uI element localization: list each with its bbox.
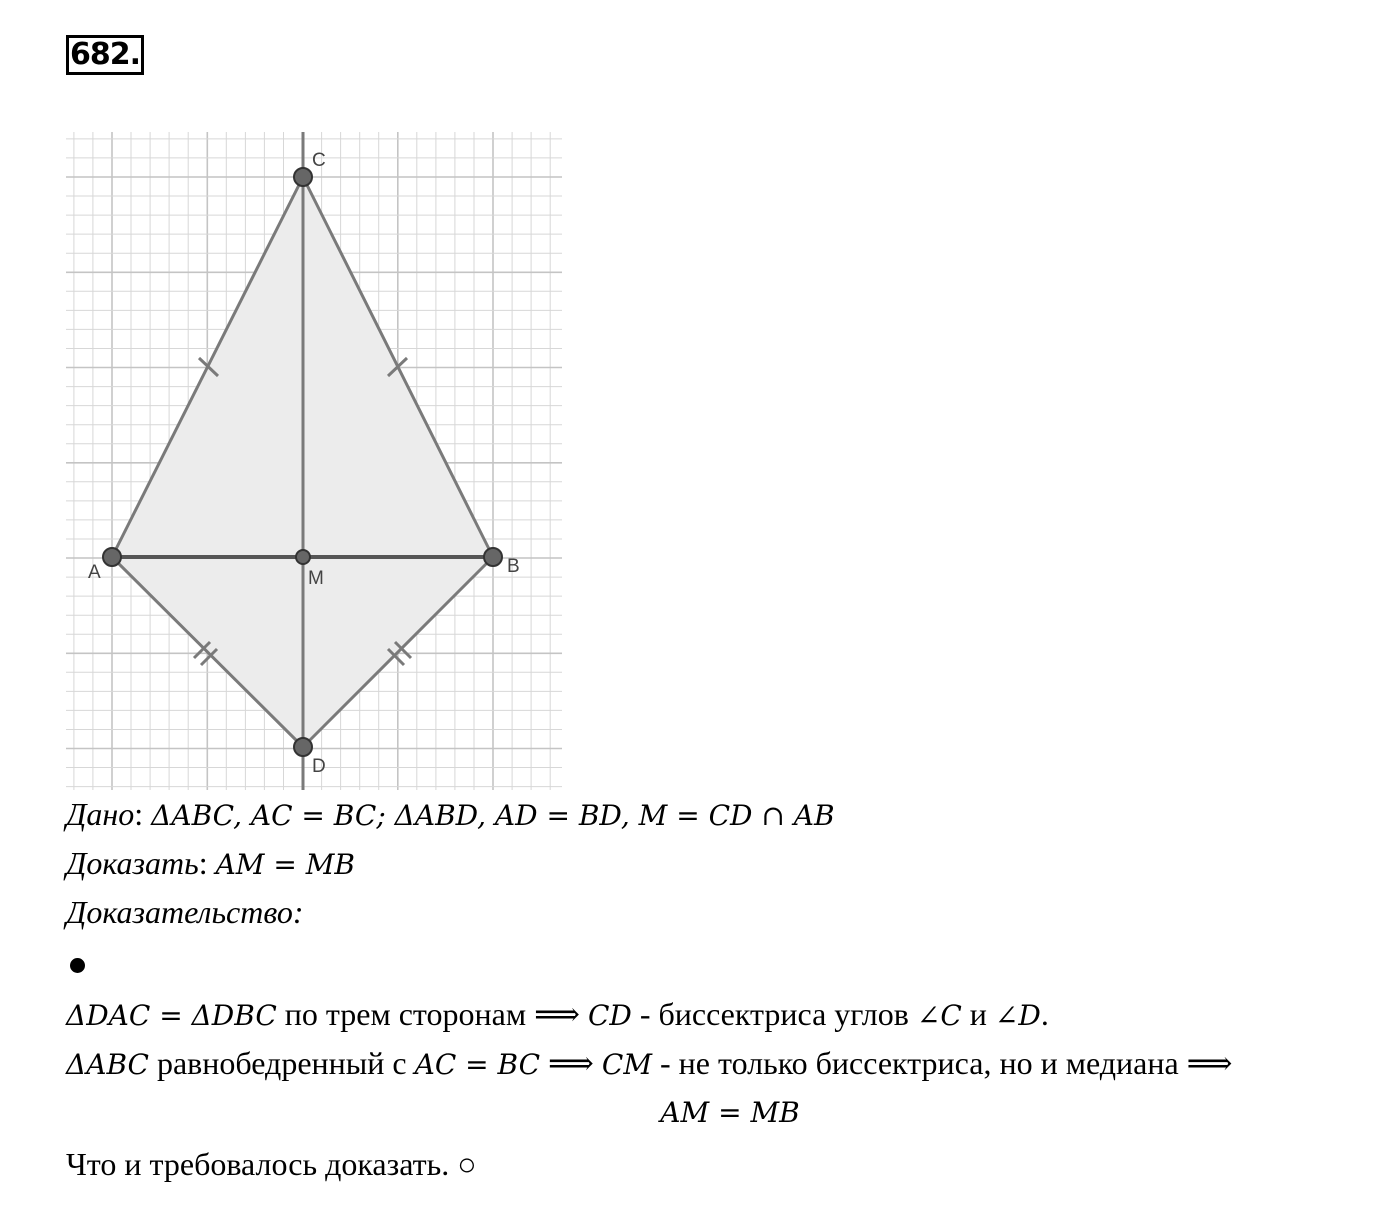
given-label: Дано bbox=[66, 796, 135, 832]
result-line bbox=[0, 1093, 1400, 1130]
point-m bbox=[296, 550, 310, 564]
step2-expr3: CM bbox=[601, 1048, 653, 1081]
step2-expr2: AC = BC bbox=[414, 1048, 541, 1081]
label-c: C bbox=[312, 150, 326, 171]
step2-text3: - не только биссектриса, но и медиана ⟹ bbox=[652, 1045, 1233, 1081]
label-d: D bbox=[312, 756, 326, 777]
conclusion: Что и требовалось доказать. ○ bbox=[66, 1146, 477, 1182]
proof-step-2 bbox=[66, 1044, 1233, 1082]
label-a: A bbox=[88, 562, 101, 583]
step1-text4: . bbox=[1040, 996, 1049, 1032]
geometry-figure bbox=[66, 132, 562, 790]
step2-expr1: ΔABC bbox=[66, 1048, 149, 1081]
point-c bbox=[294, 168, 312, 186]
given-line: Дано: ΔABC, AC = BC; ΔABD, AD = BD, M = CD ∩ AB bbox=[66, 796, 835, 832]
step1-expr3: ∠C bbox=[916, 999, 962, 1032]
proof-heading: Доказательство: bbox=[66, 894, 304, 930]
result-expr: AM = MB bbox=[660, 1096, 800, 1129]
label-m: M bbox=[308, 568, 324, 589]
step1-expr1: ΔDAC = ΔDBC bbox=[66, 999, 277, 1032]
prove-label: Доказать bbox=[66, 845, 199, 881]
proof-step-1 bbox=[66, 995, 1049, 1033]
point-d bbox=[294, 738, 312, 756]
problem-number: 682. bbox=[66, 35, 144, 75]
prove-line: Доказать: AM = MB bbox=[66, 845, 355, 881]
point-a bbox=[103, 548, 121, 566]
step1-text2: - биссектриса углов bbox=[631, 996, 917, 1032]
step1-expr2: CD bbox=[587, 999, 632, 1032]
given-expr: ΔABC, AC = BC; ΔABD, AD = BD, M = CD ∩ AB bbox=[151, 799, 835, 832]
step2-text1: равнобедренный с bbox=[148, 1045, 415, 1081]
prove-expr: AM = MB bbox=[215, 848, 355, 881]
bullet-marker bbox=[70, 958, 85, 973]
step2-text2: ⟹ bbox=[540, 1045, 602, 1081]
label-b: B bbox=[507, 556, 520, 577]
point-b bbox=[484, 548, 502, 566]
step1-text3: и bbox=[961, 996, 995, 1032]
step1-text1: по трем сторонам ⟹ bbox=[276, 996, 588, 1032]
step1-expr4: ∠D bbox=[994, 999, 1041, 1032]
